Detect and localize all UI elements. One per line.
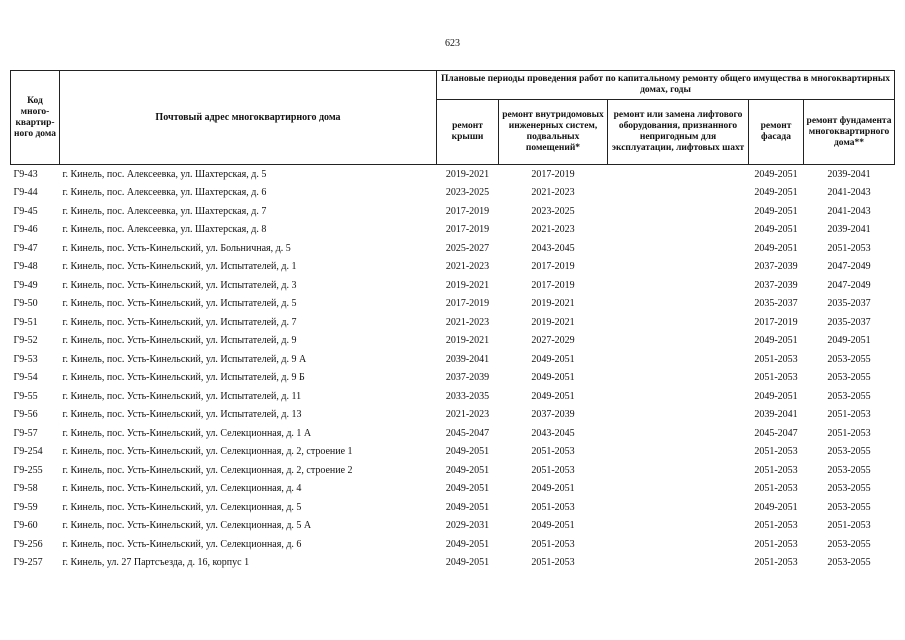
header-roof: ремонт крыши bbox=[437, 100, 499, 165]
header-foundation: ремонт фундамента многоквартирного дома** bbox=[804, 100, 895, 165]
cell-roof: 2045-2047 bbox=[445, 427, 490, 439]
cell-facade: 2049-2051 bbox=[754, 205, 798, 217]
cell-address: г. Кинель, пос. Усть-Кинельский, ул. Селекционная, д. 5 bbox=[62, 501, 302, 513]
cell-roof: 2017-2019 bbox=[445, 298, 490, 310]
cell-facade: 2049-2051 bbox=[754, 242, 798, 254]
cell-systems: 2023-2025 bbox=[531, 205, 575, 217]
table-row bbox=[11, 313, 895, 332]
cell-systems: 2043-2045 bbox=[531, 242, 575, 254]
cell-roof: 2049-2051 bbox=[445, 446, 490, 458]
cell-elevator bbox=[608, 276, 749, 295]
cell-facade: 2051-2053 bbox=[754, 464, 798, 476]
cell-roof: 2049-2051 bbox=[445, 538, 490, 550]
cell-code: Г9-45 bbox=[13, 205, 38, 217]
cell-foundation: 2053-2055 bbox=[827, 501, 871, 513]
cell-facade: 2049-2051 bbox=[754, 501, 798, 513]
cell-address: г. Кинель, пос. Усть-Кинельский, ул. Испытателей, д. 9 Б bbox=[62, 372, 305, 384]
cell-roof: 2033-2035 bbox=[445, 390, 490, 402]
cell-roof: 2037-2039 bbox=[445, 372, 490, 384]
cell-elevator bbox=[608, 424, 749, 443]
cell-facade: 2051-2053 bbox=[754, 446, 798, 458]
cell-roof: 2023-2025 bbox=[445, 187, 490, 199]
cell-code: Г9-44 bbox=[13, 187, 38, 199]
table-row bbox=[11, 221, 895, 240]
header-facade: ремонт фасада bbox=[749, 100, 804, 165]
cell-systems: 2043-2045 bbox=[531, 427, 575, 439]
cell-systems: 2051-2053 bbox=[531, 464, 575, 476]
cell-facade: 2049-2051 bbox=[754, 390, 798, 402]
cell-foundation: 2053-2055 bbox=[827, 353, 871, 365]
cell-code: Г9-60 bbox=[13, 520, 38, 532]
cell-code: Г9-51 bbox=[13, 316, 38, 328]
cell-elevator bbox=[608, 332, 749, 351]
table-row bbox=[11, 535, 895, 554]
cell-elevator bbox=[608, 295, 749, 314]
cell-systems: 2017-2019 bbox=[531, 168, 575, 180]
cell-foundation: 2053-2055 bbox=[827, 464, 871, 476]
cell-code: Г9-49 bbox=[13, 279, 38, 291]
cell-address: г. Кинель, пос. Усть-Кинельский, ул. Испытателей, д. 7 bbox=[62, 316, 297, 328]
cell-facade: 2039-2041 bbox=[754, 409, 798, 421]
cell-systems: 2019-2021 bbox=[531, 298, 575, 310]
capital-repair-table bbox=[10, 70, 895, 572]
cell-roof: 2049-2051 bbox=[445, 483, 490, 495]
cell-systems: 2017-2019 bbox=[531, 261, 575, 273]
cell-code: Г9-255 bbox=[13, 464, 43, 476]
table-row bbox=[11, 295, 895, 314]
cell-address: г. Кинель, пос. Усть-Кинельский, ул. Селекционная, д. 2, строение 2 bbox=[62, 464, 353, 476]
table-row bbox=[11, 350, 895, 369]
cell-roof: 2049-2051 bbox=[445, 557, 490, 569]
cell-facade: 2051-2053 bbox=[754, 520, 798, 532]
cell-facade: 2051-2053 bbox=[754, 557, 798, 569]
cell-foundation: 2051-2053 bbox=[827, 520, 871, 532]
cell-address: г. Кинель, ул. 27 Партсъезда, д. 16, корпус 1 bbox=[62, 557, 250, 569]
cell-facade: 2049-2051 bbox=[754, 335, 798, 347]
cell-foundation: 2053-2055 bbox=[827, 372, 871, 384]
cell-foundation: 2047-2049 bbox=[827, 261, 871, 273]
table-row bbox=[11, 387, 895, 406]
table-row bbox=[11, 369, 895, 388]
cell-foundation: 2051-2053 bbox=[827, 242, 871, 254]
cell-code: Г9-52 bbox=[13, 335, 38, 347]
cell-roof: 2029-2031 bbox=[445, 520, 490, 532]
table-row bbox=[11, 239, 895, 258]
cell-elevator bbox=[608, 387, 749, 406]
table-row bbox=[11, 276, 895, 295]
cell-foundation: 2041-2043 bbox=[827, 187, 871, 199]
cell-address: г. Кинель, пос. Усть-Кинельский, ул. Испытателей, д. 3 bbox=[62, 279, 297, 291]
cell-code: Г9-257 bbox=[13, 557, 43, 569]
table-row bbox=[11, 517, 895, 536]
cell-facade: 2035-2037 bbox=[754, 298, 798, 310]
cell-systems: 2017-2019 bbox=[531, 279, 575, 291]
cell-roof: 2021-2023 bbox=[445, 261, 490, 273]
cell-address: г. Кинель, пос. Усть-Кинельский, ул. Селекционная, д. 4 bbox=[62, 483, 302, 495]
cell-elevator bbox=[608, 350, 749, 369]
cell-address: г. Кинель, пос. Усть-Кинельский, ул. Испытателей, д. 11 bbox=[62, 390, 302, 402]
cell-elevator bbox=[608, 443, 749, 462]
cell-address: г. Кинель, пос. Усть-Кинельский, ул. Испытателей, д. 1 bbox=[62, 261, 297, 273]
cell-elevator bbox=[608, 239, 749, 258]
cell-roof: 2019-2021 bbox=[445, 279, 490, 291]
cell-roof: 2049-2051 bbox=[445, 501, 490, 513]
table-row bbox=[11, 184, 895, 203]
header-address: Почтовый адрес многоквартирного дома bbox=[60, 71, 437, 165]
cell-facade: 2051-2053 bbox=[754, 538, 798, 550]
table-row bbox=[11, 443, 895, 462]
cell-code: Г9-43 bbox=[13, 168, 38, 180]
cell-elevator bbox=[608, 184, 749, 203]
cell-code: Г9-256 bbox=[13, 538, 43, 550]
cell-elevator bbox=[608, 498, 749, 517]
cell-foundation: 2047-2049 bbox=[827, 279, 871, 291]
header-code: Код много-квартир-ного дома bbox=[11, 71, 60, 165]
cell-roof: 2019-2021 bbox=[445, 168, 490, 180]
cell-code: Г9-59 bbox=[13, 501, 38, 513]
cell-elevator bbox=[608, 313, 749, 332]
cell-address: г. Кинель, пос. Усть-Кинельский, ул. Испытателей, д. 9 А bbox=[62, 353, 307, 365]
cell-systems: 2021-2023 bbox=[531, 224, 575, 236]
cell-elevator bbox=[608, 221, 749, 240]
cell-facade: 2037-2039 bbox=[754, 261, 798, 273]
cell-roof: 2049-2051 bbox=[445, 464, 490, 476]
table-row bbox=[11, 332, 895, 351]
page-number: 623 bbox=[445, 38, 460, 49]
cell-systems: 2019-2021 bbox=[531, 316, 575, 328]
cell-systems: 2051-2053 bbox=[531, 446, 575, 458]
table-row bbox=[11, 258, 895, 277]
table-row bbox=[11, 165, 895, 184]
cell-foundation: 2049-2051 bbox=[827, 335, 871, 347]
cell-elevator bbox=[608, 258, 749, 277]
cell-code: Г9-54 bbox=[13, 372, 38, 384]
cell-elevator bbox=[608, 202, 749, 221]
cell-foundation: 2041-2043 bbox=[827, 205, 871, 217]
cell-facade: 2017-2019 bbox=[754, 316, 798, 328]
cell-foundation: 2053-2055 bbox=[827, 446, 871, 458]
cell-foundation: 2039-2041 bbox=[827, 224, 871, 236]
cell-foundation: 2039-2041 bbox=[827, 168, 871, 180]
cell-systems: 2049-2051 bbox=[531, 372, 575, 384]
cell-facade: 2051-2053 bbox=[754, 372, 798, 384]
table-row bbox=[11, 498, 895, 517]
cell-code: Г9-53 bbox=[13, 353, 38, 365]
header-periods: Плановые периоды проведения работ по капитальному ремонту общего имущества в многоквартирных домах, годы bbox=[437, 71, 895, 100]
cell-elevator bbox=[608, 480, 749, 499]
cell-roof: 2021-2023 bbox=[445, 316, 490, 328]
cell-systems: 2051-2053 bbox=[531, 557, 575, 569]
cell-roof: 2039-2041 bbox=[445, 353, 490, 365]
cell-address: г. Кинель, пос. Усть-Кинельский, ул. Селекционная, д. 5 А bbox=[62, 520, 312, 532]
cell-address: г. Кинель, пос. Усть-Кинельский, ул. Испытателей, д. 9 bbox=[62, 335, 297, 347]
cell-facade: 2051-2053 bbox=[754, 483, 798, 495]
cell-address: г. Кинель, пос. Усть-Кинельский, ул. Селекционная, д. 1 А bbox=[62, 427, 312, 439]
cell-facade: 2045-2047 bbox=[754, 427, 798, 439]
cell-roof: 2017-2019 bbox=[445, 224, 490, 236]
table-row bbox=[11, 554, 895, 573]
cell-foundation: 2053-2055 bbox=[827, 557, 871, 569]
cell-systems: 2049-2051 bbox=[531, 353, 575, 365]
cell-systems: 2051-2053 bbox=[531, 538, 575, 550]
header-systems: ремонт внутридомовых инженерных систем, подвальных помещений* bbox=[499, 100, 608, 165]
cell-foundation: 2051-2053 bbox=[827, 409, 871, 421]
table-row bbox=[11, 480, 895, 499]
cell-facade: 2037-2039 bbox=[754, 279, 798, 291]
cell-code: Г9-56 bbox=[13, 409, 38, 421]
cell-systems: 2027-2029 bbox=[531, 335, 575, 347]
header-elevator: ремонт или замена лифтового оборудования, признанного непригодным для эксплуатации, лифтовых шахт bbox=[608, 100, 749, 165]
cell-address: г. Кинель, пос. Усть-Кинельский, ул. Селекционная, д. 2, строение 1 bbox=[62, 446, 353, 458]
cell-code: Г9-254 bbox=[13, 446, 43, 458]
cell-elevator bbox=[608, 369, 749, 388]
cell-systems: 2051-2053 bbox=[531, 501, 575, 513]
cell-address: г. Кинель, пос. Алексеевка, ул. Шахтерская, д. 5 bbox=[62, 168, 267, 180]
cell-address: г. Кинель, пос. Усть-Кинельский, ул. Испытателей, д. 13 bbox=[62, 409, 302, 421]
cell-facade: 2049-2051 bbox=[754, 187, 798, 199]
cell-elevator bbox=[608, 554, 749, 573]
cell-elevator bbox=[608, 406, 749, 425]
cell-foundation: 2051-2053 bbox=[827, 427, 871, 439]
cell-systems: 2021-2023 bbox=[531, 187, 575, 199]
cell-roof: 2021-2023 bbox=[445, 409, 490, 421]
cell-address: г. Кинель, пос. Алексеевка, ул. Шахтерская, д. 7 bbox=[62, 205, 267, 217]
cell-facade: 2051-2053 bbox=[754, 353, 798, 365]
cell-facade: 2049-2051 bbox=[754, 224, 798, 236]
cell-address: г. Кинель, пос. Алексеевка, ул. Шахтерская, д. 6 bbox=[62, 187, 267, 199]
cell-systems: 2049-2051 bbox=[531, 390, 575, 402]
cell-code: Г9-57 bbox=[13, 427, 38, 439]
cell-elevator bbox=[608, 165, 749, 184]
cell-foundation: 2053-2055 bbox=[827, 390, 871, 402]
table-header bbox=[11, 71, 895, 165]
cell-foundation: 2035-2037 bbox=[827, 298, 871, 310]
cell-roof: 2019-2021 bbox=[445, 335, 490, 347]
cell-address: г. Кинель, пос. Усть-Кинельский, ул. Испытателей, д. 5 bbox=[62, 298, 297, 310]
cell-address: г. Кинель, пос. Алексеевка, ул. Шахтерская, д. 8 bbox=[62, 224, 267, 236]
cell-roof: 2025-2027 bbox=[445, 242, 490, 254]
cell-elevator bbox=[608, 461, 749, 480]
cell-code: Г9-58 bbox=[13, 483, 38, 495]
cell-code: Г9-50 bbox=[13, 298, 38, 310]
cell-address: г. Кинель, пос. Усть-Кинельский, ул. Больничная, д. 5 bbox=[62, 242, 291, 254]
cell-foundation: 2035-2037 bbox=[827, 316, 871, 328]
cell-facade: 2049-2051 bbox=[754, 168, 798, 180]
cell-code: Г9-48 bbox=[13, 261, 38, 273]
cell-systems: 2049-2051 bbox=[531, 520, 575, 532]
cell-foundation: 2053-2055 bbox=[827, 538, 871, 550]
table-row bbox=[11, 461, 895, 480]
cell-code: Г9-47 bbox=[13, 242, 38, 254]
cell-systems: 2049-2051 bbox=[531, 483, 575, 495]
cell-systems: 2037-2039 bbox=[531, 409, 575, 421]
cell-foundation: 2053-2055 bbox=[827, 483, 871, 495]
cell-roof: 2017-2019 bbox=[445, 205, 490, 217]
table-row bbox=[11, 424, 895, 443]
table-row bbox=[11, 202, 895, 221]
cell-code: Г9-55 bbox=[13, 390, 38, 402]
cell-address: г. Кинель, пос. Усть-Кинельский, ул. Селекционная, д. 6 bbox=[62, 538, 302, 550]
cell-elevator bbox=[608, 517, 749, 536]
cell-code: Г9-46 bbox=[13, 224, 38, 236]
table-row bbox=[11, 406, 895, 425]
cell-elevator bbox=[608, 535, 749, 554]
table-body bbox=[11, 165, 895, 573]
